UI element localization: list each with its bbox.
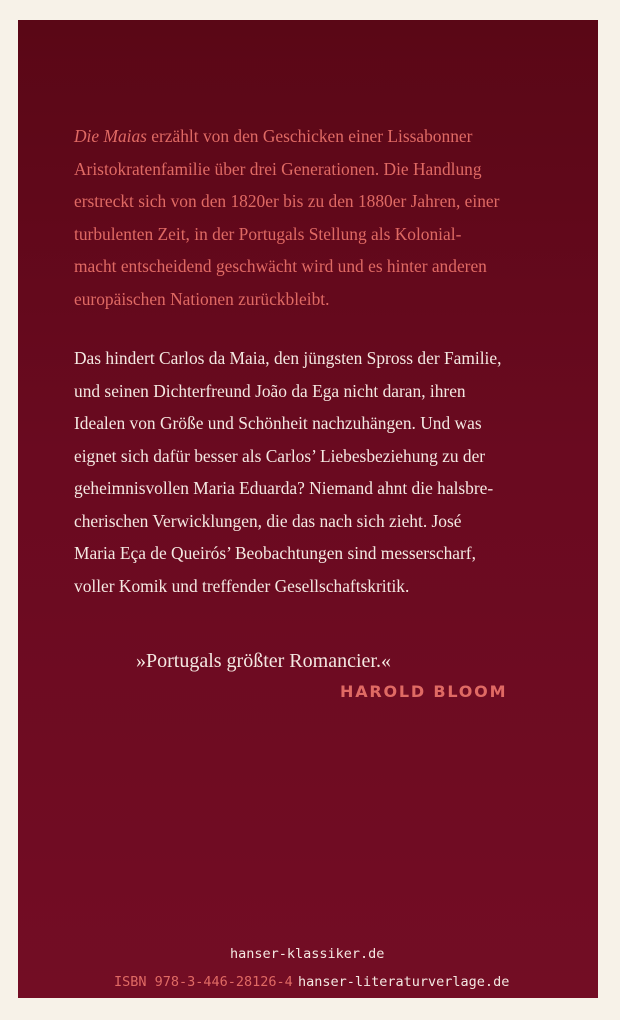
isbn-number: ISBN 978-3-446-28126-4 <box>114 974 293 990</box>
quote-author: HAROLD BLOOM <box>340 682 508 701</box>
blurb-line: Aristokratenfamilie über drei Generationen. Die Handlung <box>74 158 482 179</box>
website-klassiker-link: hanser-klassiker.de <box>230 946 385 962</box>
blurb-line: cherischen Verwicklungen, die das nach sich zieht. José <box>74 510 462 531</box>
blurb-line: geheimnisvollen Maria Eduarda? Niemand ahnt die halsbre- <box>74 478 494 498</box>
blurb-paragraph-2 <box>74 342 554 602</box>
blurb-line: Das hindert Carlos da Maia, den jüngsten Spross der Familie, <box>74 348 502 368</box>
book-title-italic: Die Maias <box>74 126 147 146</box>
blurb-line: Die Maias erzählt von den Geschicken einer Lissabonner <box>74 126 473 146</box>
book-back-cover <box>18 20 598 998</box>
blurb-paragraph-1 <box>74 120 554 315</box>
blurb-line: macht entscheidend geschwächt wird und es hinter anderen <box>74 256 487 276</box>
blurb-line: Maria Eça de Queirós’ Beobachtungen sind messerscharf, <box>74 543 476 563</box>
blurb-line: voller Komik und treffender Gesellschaftskritik. <box>74 575 410 596</box>
blurb-line: turbulenten Zeit, in der Portugals Stellung als Kolonial- <box>74 223 462 244</box>
blurb-line: Idealen von Größe und Schönheit nachzuhängen. Und was <box>74 413 482 433</box>
blurb-line: erstreckt sich von den 1820er bis zu den 1880er Jahren, einer <box>74 191 500 211</box>
blurb-line: und seinen Dichterfreund João da Ega nicht daran, ihren <box>74 380 466 401</box>
blurb-line: eignet sich dafür besser als Carlos’ Liebesbeziehung zu der <box>74 445 486 466</box>
blurb-line: europäischen Nationen zurückbleibt. <box>74 288 330 309</box>
review-quote: »Portugals größter Romancier.« <box>136 650 391 672</box>
website-literaturverlage-link: hanser-literaturverlage.de <box>298 974 510 990</box>
